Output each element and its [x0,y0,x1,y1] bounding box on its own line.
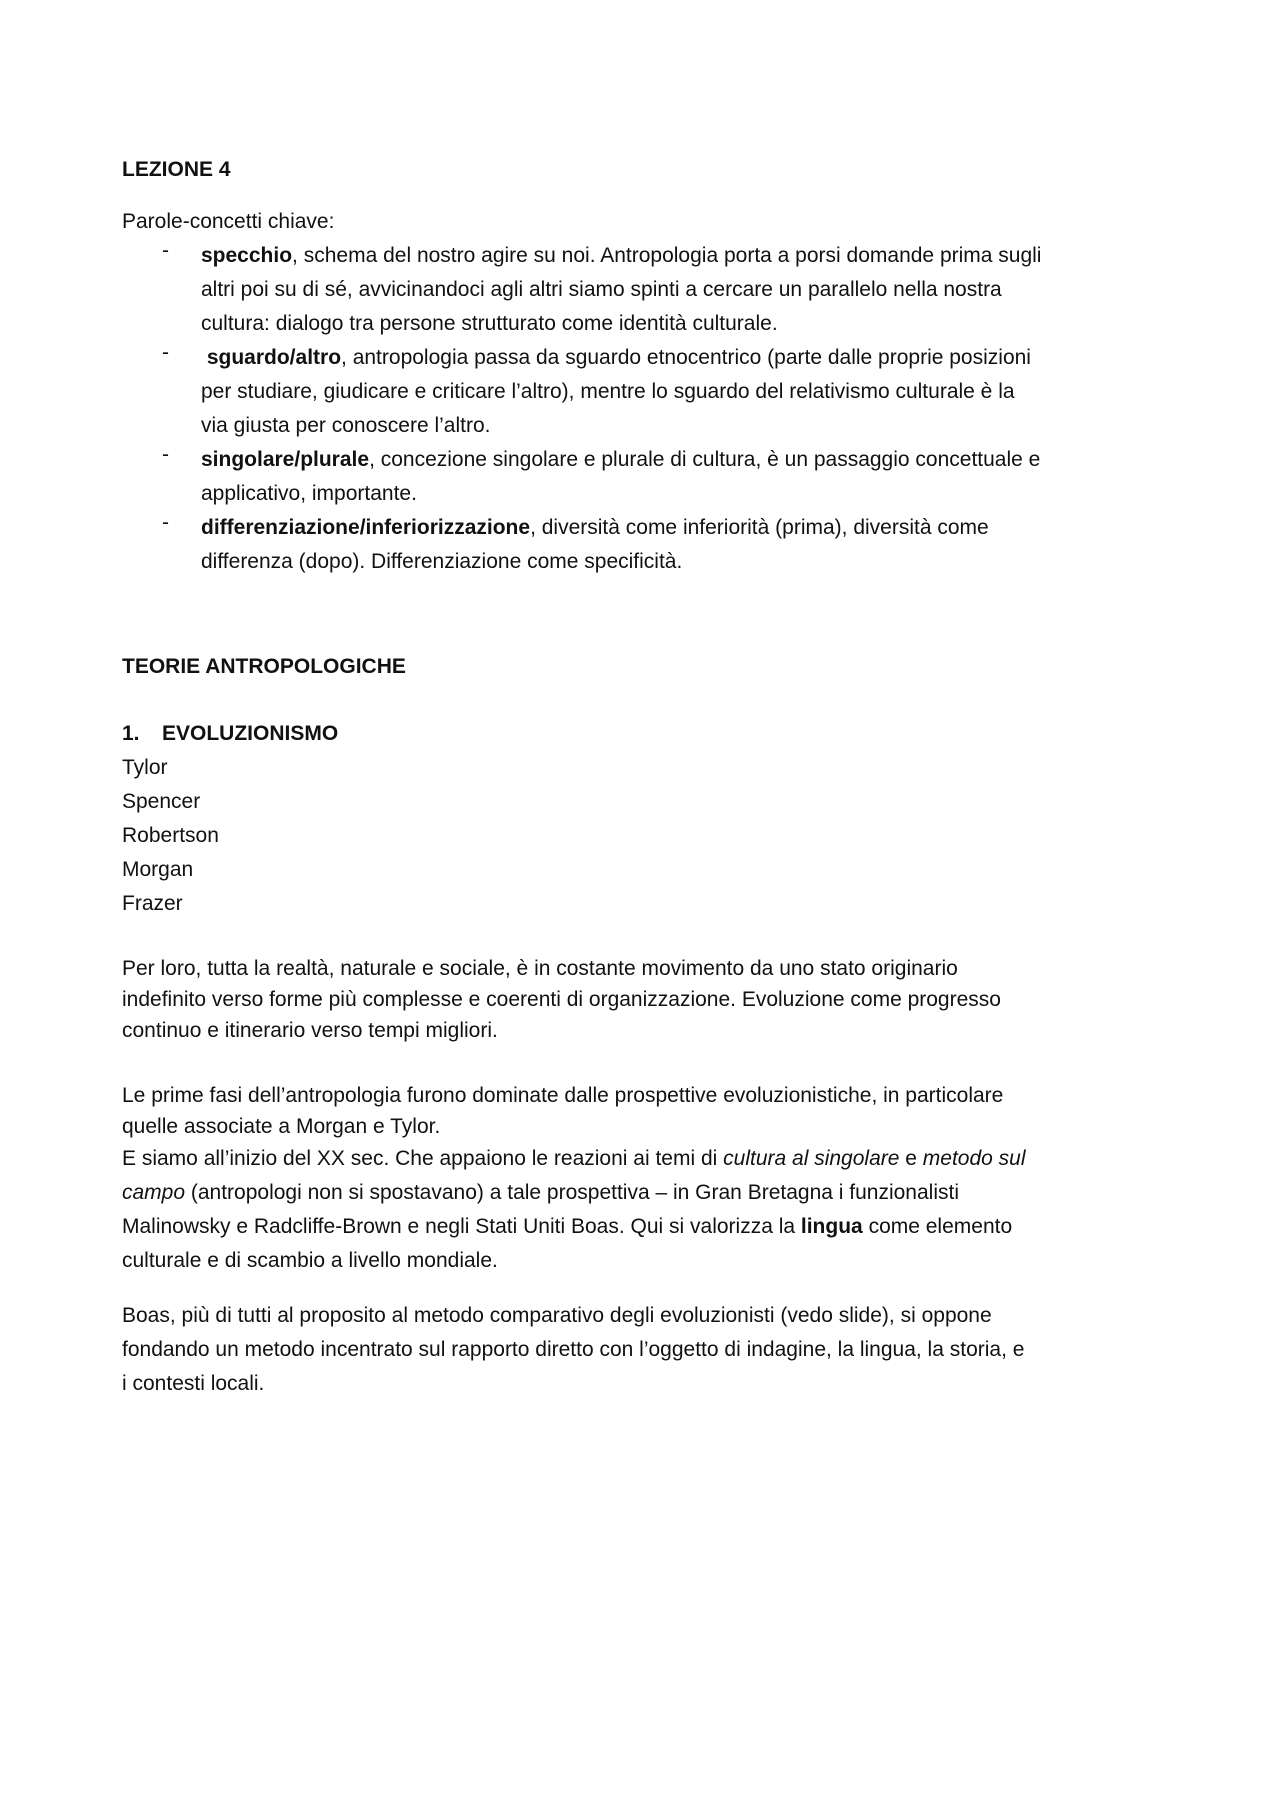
keyword-term: singolare/plurale [201,448,370,471]
subsection-title: 1. EVOLUZIONISMO [122,717,1182,751]
keywords-list [122,239,1182,579]
list-item: Morgan [122,858,194,881]
paragraph-evolution: Per loro, tutta la realtà, naturale e sociale, è in costante movimento da uno stato originario indefinito verso forme più complesse e coerenti di organizzazione. Evoluzione come progresso continuo e itinerario verso tempi migliori. [122,957,1001,1042]
authors-list [122,751,1182,921]
list-item: Spencer [122,790,201,813]
list-item: Robertson [122,824,219,847]
list-item: - sguardo/altro, antropologia passa da sguardo etnocentrico (parte dalle proprie posizioni per studiare, giudicare e criticare l’altro), mentre lo sguardo del relativismo culturale è la via giusta per conoscere l’altro. [162,341,1031,437]
bullet-dash: - [162,443,169,466]
list-item: - singolare/plurale, concezione singolare e plurale di cultura, è un passaggio concettuale e applicativo, importante. [162,443,1041,505]
bullet-dash: - [162,341,169,364]
paragraph-reactions: Le prime fasi dell’antropologia furono dominate dalle prospettive evoluzionistiche, in particolare quelle associate a Morgan e Tylor. E siamo all’inizio del XX sec. Che appaiono le reazioni ai temi di cultura al singolare e metodo sul campo (antropologi non si spostavano) a tale prospettiva – in Gran Bretagna i funzionalisti Malinowsky e Radcliffe-Brown e negli Stati Uniti Boas. Qui si valorizza la lingua come elemento culturale e di scambio a livello mondiale. [122,1084,1026,1272]
lesson-title: LEZIONE 4 [122,158,231,181]
keyword-term: differenziazione/inferiorizzazione [201,516,531,539]
paragraph-boas: Boas, più di tutti al proposito al metodo comparativo degli evoluzionisti (vedo slide), si oppone fondando un metodo incentrato sul rapporto diretto con l’oggetto di indagine, la lingua, la storia, e i contesti locali. [122,1304,1025,1395]
list-item: Frazer [122,892,183,915]
section-title: TEORIE ANTROPOLOGICHE [122,655,406,678]
bullet-dash: - [162,239,169,262]
subsection-number: 1. [122,722,140,745]
keyword-term: specchio [201,244,293,267]
keywords-label: Parole-concetti chiave: [122,210,335,233]
list-item: - specchio, schema del nostro agire su noi. Antropologia porta a porsi domande prima sugli altri poi su di sé, avvicinandoci agli altri siamo spinti a cercare un parallelo nella nostra cultura: dialogo tra persone strutturato come identità culturale. [162,239,1042,335]
bullet-dash: - [162,511,169,534]
list-item: Tylor [122,756,168,779]
list-item: - differenziazione/inferiorizzazione, diversità come inferiorità (prima), diversità come differenza (dopo). Differenziazione come specificità. [162,511,989,573]
keyword-term: sguardo/altro [206,346,342,369]
